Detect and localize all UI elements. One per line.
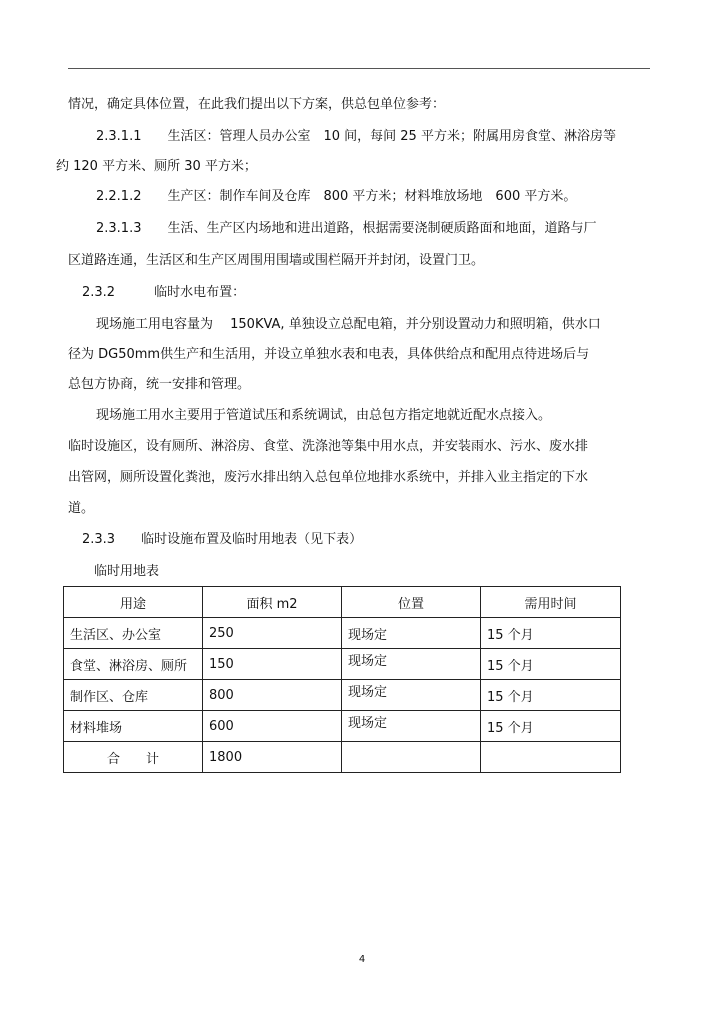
table-header-row	[64, 587, 621, 618]
cell-location	[342, 649, 481, 680]
header-location: 位置	[342, 587, 481, 618]
header-rule	[68, 68, 650, 69]
cell-location	[342, 711, 481, 742]
table-row	[64, 711, 621, 742]
cell-location-text: 现场定	[348, 653, 388, 669]
cell-location	[342, 680, 481, 711]
cell-use: 制作区、仓库	[64, 680, 203, 711]
page-number: 4	[358, 954, 366, 965]
cell-time: 15 个月	[481, 618, 621, 649]
paragraph-power-2: 径为 DG50mm供生产和生活用，并设立单独水表和电表，具体供给点和配用点待进场后与	[68, 347, 590, 362]
paragraph-power-1: 现场施工用电容量为 150KVA, 单独设立总配电箱，并分别设置动力和照明箱，供水口	[96, 317, 601, 332]
total-location	[342, 742, 481, 773]
paragraph-facilities-3: 道。	[68, 501, 95, 516]
paragraph-power-3: 总包方协商，统一安排和管理。	[68, 377, 251, 392]
table-row	[64, 649, 621, 680]
table-caption: 临时用地表	[94, 564, 160, 579]
cell-use: 食堂、淋浴房、厕所	[64, 649, 203, 680]
cell-area: 600	[203, 711, 342, 742]
item-2-2-1-2: 2.2.1.2 生产区：制作车间及仓库 800 平方米；材料堆放场地 600 平方米。	[96, 189, 577, 204]
heading-2-3-2: 2.3.2 临时水电布置：	[82, 285, 246, 300]
item-2-3-1-3: 2.3.1.3 生活、生产区内场地和进出道路，根据需要浇制硬质路面和地面，道路与厂	[96, 221, 597, 236]
table-total-row	[64, 742, 621, 773]
cell-area: 800	[203, 680, 342, 711]
table-row	[64, 618, 621, 649]
total-area: 1800	[203, 742, 342, 773]
cell-time: 15 个月	[481, 680, 621, 711]
total-label: 合 计	[64, 742, 203, 773]
total-time	[481, 742, 621, 773]
item-2-3-1-1-cont: 约 120 平方米、厕所 30 平方米；	[56, 159, 257, 174]
paragraph-facilities-1: 临时设施区，设有厕所、淋浴房、食堂、洗涤池等集中用水点，并安装雨水、污水、废水排	[68, 439, 589, 454]
cell-area: 250	[203, 618, 342, 649]
cell-area: 150	[203, 649, 342, 680]
cell-time: 15 个月	[481, 649, 621, 680]
paragraph-water: 现场施工用水主要用于管道试压和系统调试，由总包方指定地就近配水点接入。	[96, 408, 552, 423]
cell-use: 生活区、办公室	[64, 618, 203, 649]
item-2-3-1-3-cont: 区道路连通，生活区和生产区周围用围墙或围栏隔开并封闭，设置门卫。	[68, 253, 485, 268]
paragraph-intro: 情况，确定具体位置，在此我们提出以下方案，供总包单位参考：	[68, 97, 446, 112]
item-2-3-1-1: 2.3.1.1 生活区：管理人员办公室 10 间，每间 25 平方米；附属用房食堂、淋浴房等	[96, 129, 616, 144]
cell-location-text: 现场定	[348, 715, 388, 731]
heading-2-3-3: 2.3.3 临时设施布置及临时用地表（见下表）	[82, 532, 363, 547]
header-time: 需用时间	[481, 587, 621, 618]
header-area: 面积 m2	[203, 587, 342, 618]
paragraph-facilities-2: 出管网，厕所设置化粪池，废污水排出纳入总包单位地排水系统中，并排入业主指定的下水	[68, 470, 589, 485]
header-use: 用途	[64, 587, 203, 618]
cell-location-text: 现场定	[348, 684, 388, 700]
land-use-table	[63, 586, 621, 773]
cell-time: 15 个月	[481, 711, 621, 742]
cell-location: 现场定	[342, 618, 481, 649]
cell-use: 材料堆场	[64, 711, 203, 742]
table-row	[64, 680, 621, 711]
